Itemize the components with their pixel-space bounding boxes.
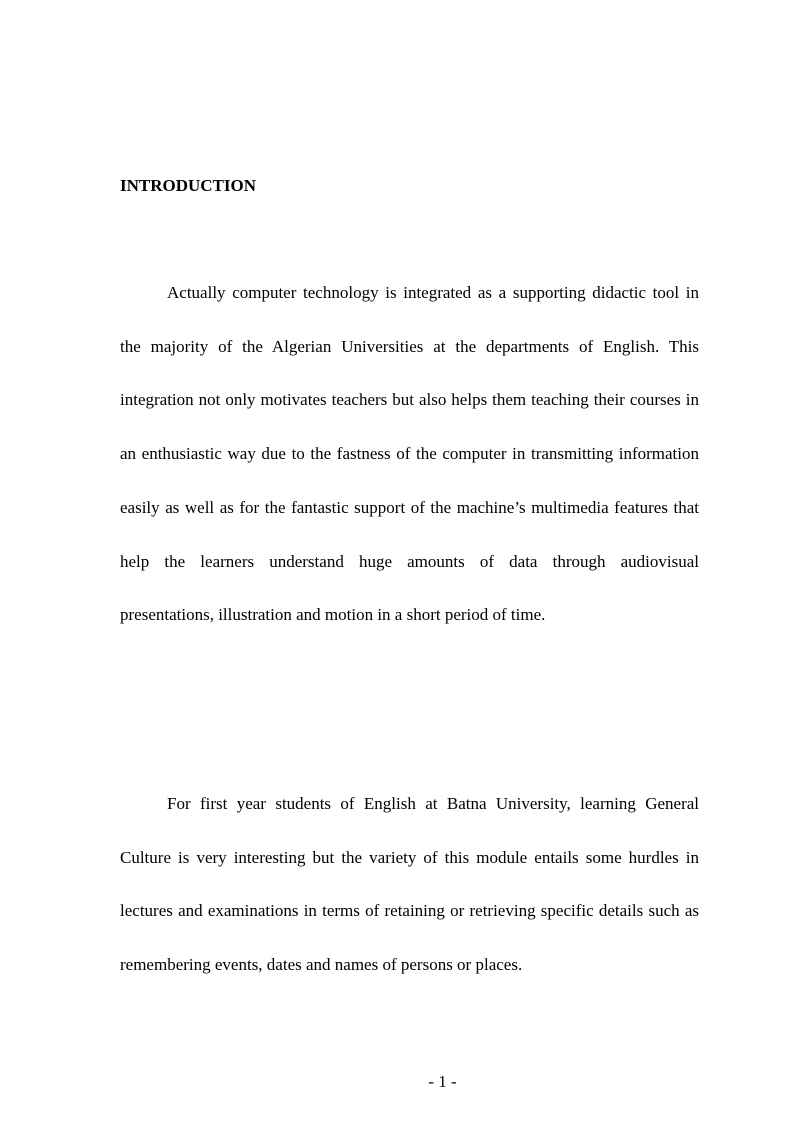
page-number: - 1 - (428, 1072, 457, 1091)
body-paragraph-2: For first year students of English at Batna University, learning General Culture is very interesting but the variety of this module entails some hurdles in lectures and examinations in terms of retaining or retrieving specific details such as remembering events, dates and names of persons or places. (120, 794, 699, 975)
section-heading: INTRODUCTION (120, 176, 257, 195)
body-paragraph-1: Actually computer technology is integrated as a supporting didactic tool in the majority of the Algerian Universities at the departments of English. This integration not only motivates teachers but also helps them teaching their courses in an enthusiastic way due to the fastness of the computer in transmitting information easily as well as for the fantastic support of the machine’s multimedia features that help the learners understand huge amounts of data through audiovisual presentations, illustration and motion in a short period of time. (120, 283, 699, 625)
